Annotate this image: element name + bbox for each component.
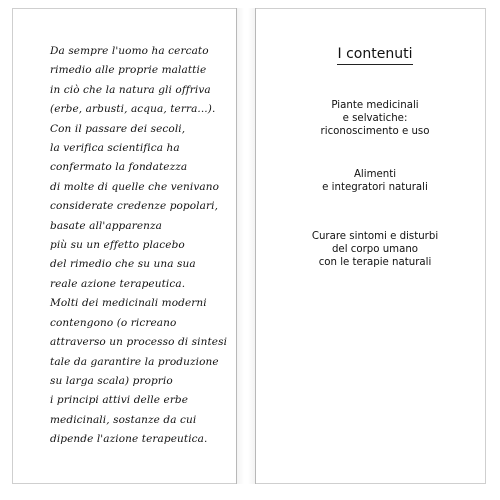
title-underline: [337, 64, 413, 65]
fold-line-right: [255, 8, 256, 484]
intro-line: tale da garantire la produzione: [50, 355, 219, 368]
intro-line: su larga scala) proprio: [50, 374, 173, 387]
intro-line: medicinali, sostanze da cui: [50, 413, 197, 426]
intro-line: Da sempre l'uomo ha cercato: [50, 45, 209, 57]
section-line: Alimenti: [353, 169, 397, 180]
intro-line: confermato la fondatezza: [50, 161, 188, 174]
fold-shadow: [237, 8, 255, 484]
intro-line: Molti dei medicinali moderni: [50, 297, 207, 310]
intro-line: rimedio alle proprie malattie: [50, 64, 207, 77]
contents-title: I contenuti: [337, 46, 413, 62]
intro-line: la verifica scientifica ha: [50, 142, 180, 155]
intro-line: contengono (o ricreano: [50, 316, 177, 329]
intro-line: (erbe, arbusti, acqua, terra...).: [50, 103, 216, 116]
intro-line: reale azione terapeutica.: [50, 277, 186, 290]
contents-section-therapies: [300, 230, 450, 269]
intro-line: del rimedio che su una sua: [50, 258, 196, 271]
intro-line: attraverso un processo di sintesi: [50, 336, 228, 349]
intro-line: più su un effetto placebo: [50, 239, 185, 252]
section-line: riconoscimento e uso: [320, 126, 430, 137]
intro-line: dipende l'azione terapeutica.: [50, 433, 208, 446]
section-line: Piante medicinali: [331, 100, 419, 111]
intro-line: i principi attivi delle erbe: [50, 394, 189, 407]
intro-line: basate all'apparenza: [50, 219, 163, 232]
intro-line: Con il passare dei secoli,: [50, 122, 186, 135]
contents-section-foods: [300, 168, 450, 194]
contents-panel: [300, 44, 450, 268]
section-line: Curare sintomi e disturbi: [311, 231, 439, 242]
intro-line: in ciò che la natura gli offriva: [50, 83, 211, 96]
intro-line: considerate credenze popolari,: [50, 200, 219, 213]
intro-line: di molte di quelle che venivano: [50, 180, 220, 193]
section-line: e integratori naturali: [322, 182, 428, 193]
section-line: e selvatiche:: [342, 113, 408, 124]
intro-text-panel: [50, 42, 230, 450]
fold-line-left: [236, 8, 237, 484]
section-line: del corpo umano: [331, 244, 419, 255]
contents-section-plants: [300, 99, 450, 138]
section-line: con le terapie naturali: [318, 257, 432, 268]
